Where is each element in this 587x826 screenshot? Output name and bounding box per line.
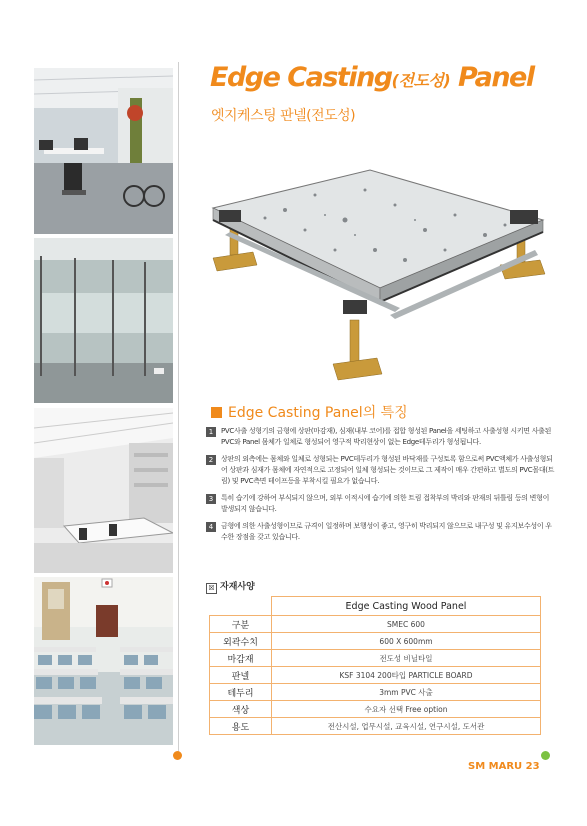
spec-label: 외곽수치	[210, 633, 272, 650]
spec-table	[209, 596, 541, 735]
table-row	[210, 684, 541, 701]
green-dot-icon	[541, 751, 550, 760]
spec-label: 판넬	[210, 667, 272, 684]
photo-glass-partition	[34, 238, 173, 403]
panel-illustration	[195, 140, 565, 390]
spec-header-row	[210, 597, 541, 616]
photo-meeting-room	[34, 408, 173, 573]
features-heading	[211, 402, 408, 422]
spec-label: 테두리	[210, 684, 272, 701]
feature-text: 상판의 외측에는 몸체와 일체로 성형되는 PVC테두리가 형성된 바닥재를 구성토록 함으로써 PVC액체가 사출성형되어 상판과 심재가 몸체에 자연적으로 고정되어 일체 형성되는 것이므로 그 제작이 매우 간편하고 별도의 PVC몰대(트림) 및 PVC측면 테이프등을 부착시킬 필요가 없습니다.	[221, 455, 555, 485]
table-row	[210, 718, 541, 735]
numbered-square-icon: 3	[206, 494, 216, 504]
feature-item	[206, 454, 556, 487]
pedestal-front	[333, 320, 382, 380]
page-footer: SM MARU 23	[468, 761, 540, 772]
numbered-square-icon: 1	[206, 427, 216, 437]
spec-header: Edge Casting Wood Panel	[272, 597, 541, 616]
square-bullet-icon	[211, 407, 222, 418]
table-row	[210, 650, 541, 667]
spec-value: 전도성 비닐타일	[272, 650, 541, 667]
feature-text: PVC사출 성형기의 금형에 상판(마감재), 심재(내부 코어)를 접합 형성된 Panel을 세팅하고 사출성형 시키면 사출된 PVC와 Panel 몸체가 일체로 형성되어 영구적 박리현상이 없는 Edge테두리가 형성됩니다.	[221, 427, 552, 446]
feature-text: 금형에 의한 사출성형이므로 규격이 일정하며 보행성이 좋고, 영구히 박리되지 않으므로 내구성 및 유지보수성이 우수한 장점을 갖고 있습니다.	[221, 522, 552, 541]
photo-computer-lab	[34, 577, 173, 745]
table-row	[210, 701, 541, 718]
spec-empty-cell	[210, 597, 272, 616]
spec-label: 구분	[210, 616, 272, 633]
checkbox-icon: ☒	[206, 583, 217, 594]
title-paren: (전도성)	[391, 71, 451, 90]
features-heading-text: Edge Casting Panel의 특징	[228, 405, 408, 421]
features-list	[206, 426, 556, 549]
spec-value: KSF 3104 200타입 PARTICLE BOARD	[272, 667, 541, 684]
photo-office	[34, 68, 173, 234]
feature-text: 특히 습기에 강하여 부식되지 않으며, 외부 이적시에 습기에 의한 트림 접착부의 박리와 판재의 뒤틀림 등의 변형이 발생되지 않습니다.	[221, 494, 550, 513]
numbered-square-icon: 4	[206, 522, 216, 532]
table-row	[210, 667, 541, 684]
orange-dot-icon	[173, 751, 182, 760]
numbered-square-icon: 2	[206, 455, 216, 465]
spec-value: 전산시설, 업무시설, 교육시설, 연구시설, 도서관	[272, 718, 541, 735]
spec-label: 마감재	[210, 650, 272, 667]
spec-label: 색상	[210, 701, 272, 718]
page-subtitle: 엣지케스팅 판넬(전도성)	[211, 108, 356, 124]
feature-item	[206, 493, 556, 515]
spec-value: SMEC 600	[272, 616, 541, 633]
feature-item	[206, 426, 556, 448]
divider-line	[178, 62, 179, 752]
spec-value: 600 X 600mm	[272, 633, 541, 650]
feature-item	[206, 521, 556, 543]
spec-value: 3mm PVC 사출	[272, 684, 541, 701]
spec-label: 용도	[210, 718, 272, 735]
page-title	[210, 62, 534, 93]
spec-heading-text: 자재사양	[220, 582, 255, 592]
title-main-1: Edge Casting	[210, 62, 392, 93]
spec-value: 수요자 선택 Free option	[272, 701, 541, 718]
spec-heading	[206, 579, 255, 594]
table-row	[210, 633, 541, 650]
title-main-2: Panel	[450, 62, 534, 93]
table-row	[210, 616, 541, 633]
